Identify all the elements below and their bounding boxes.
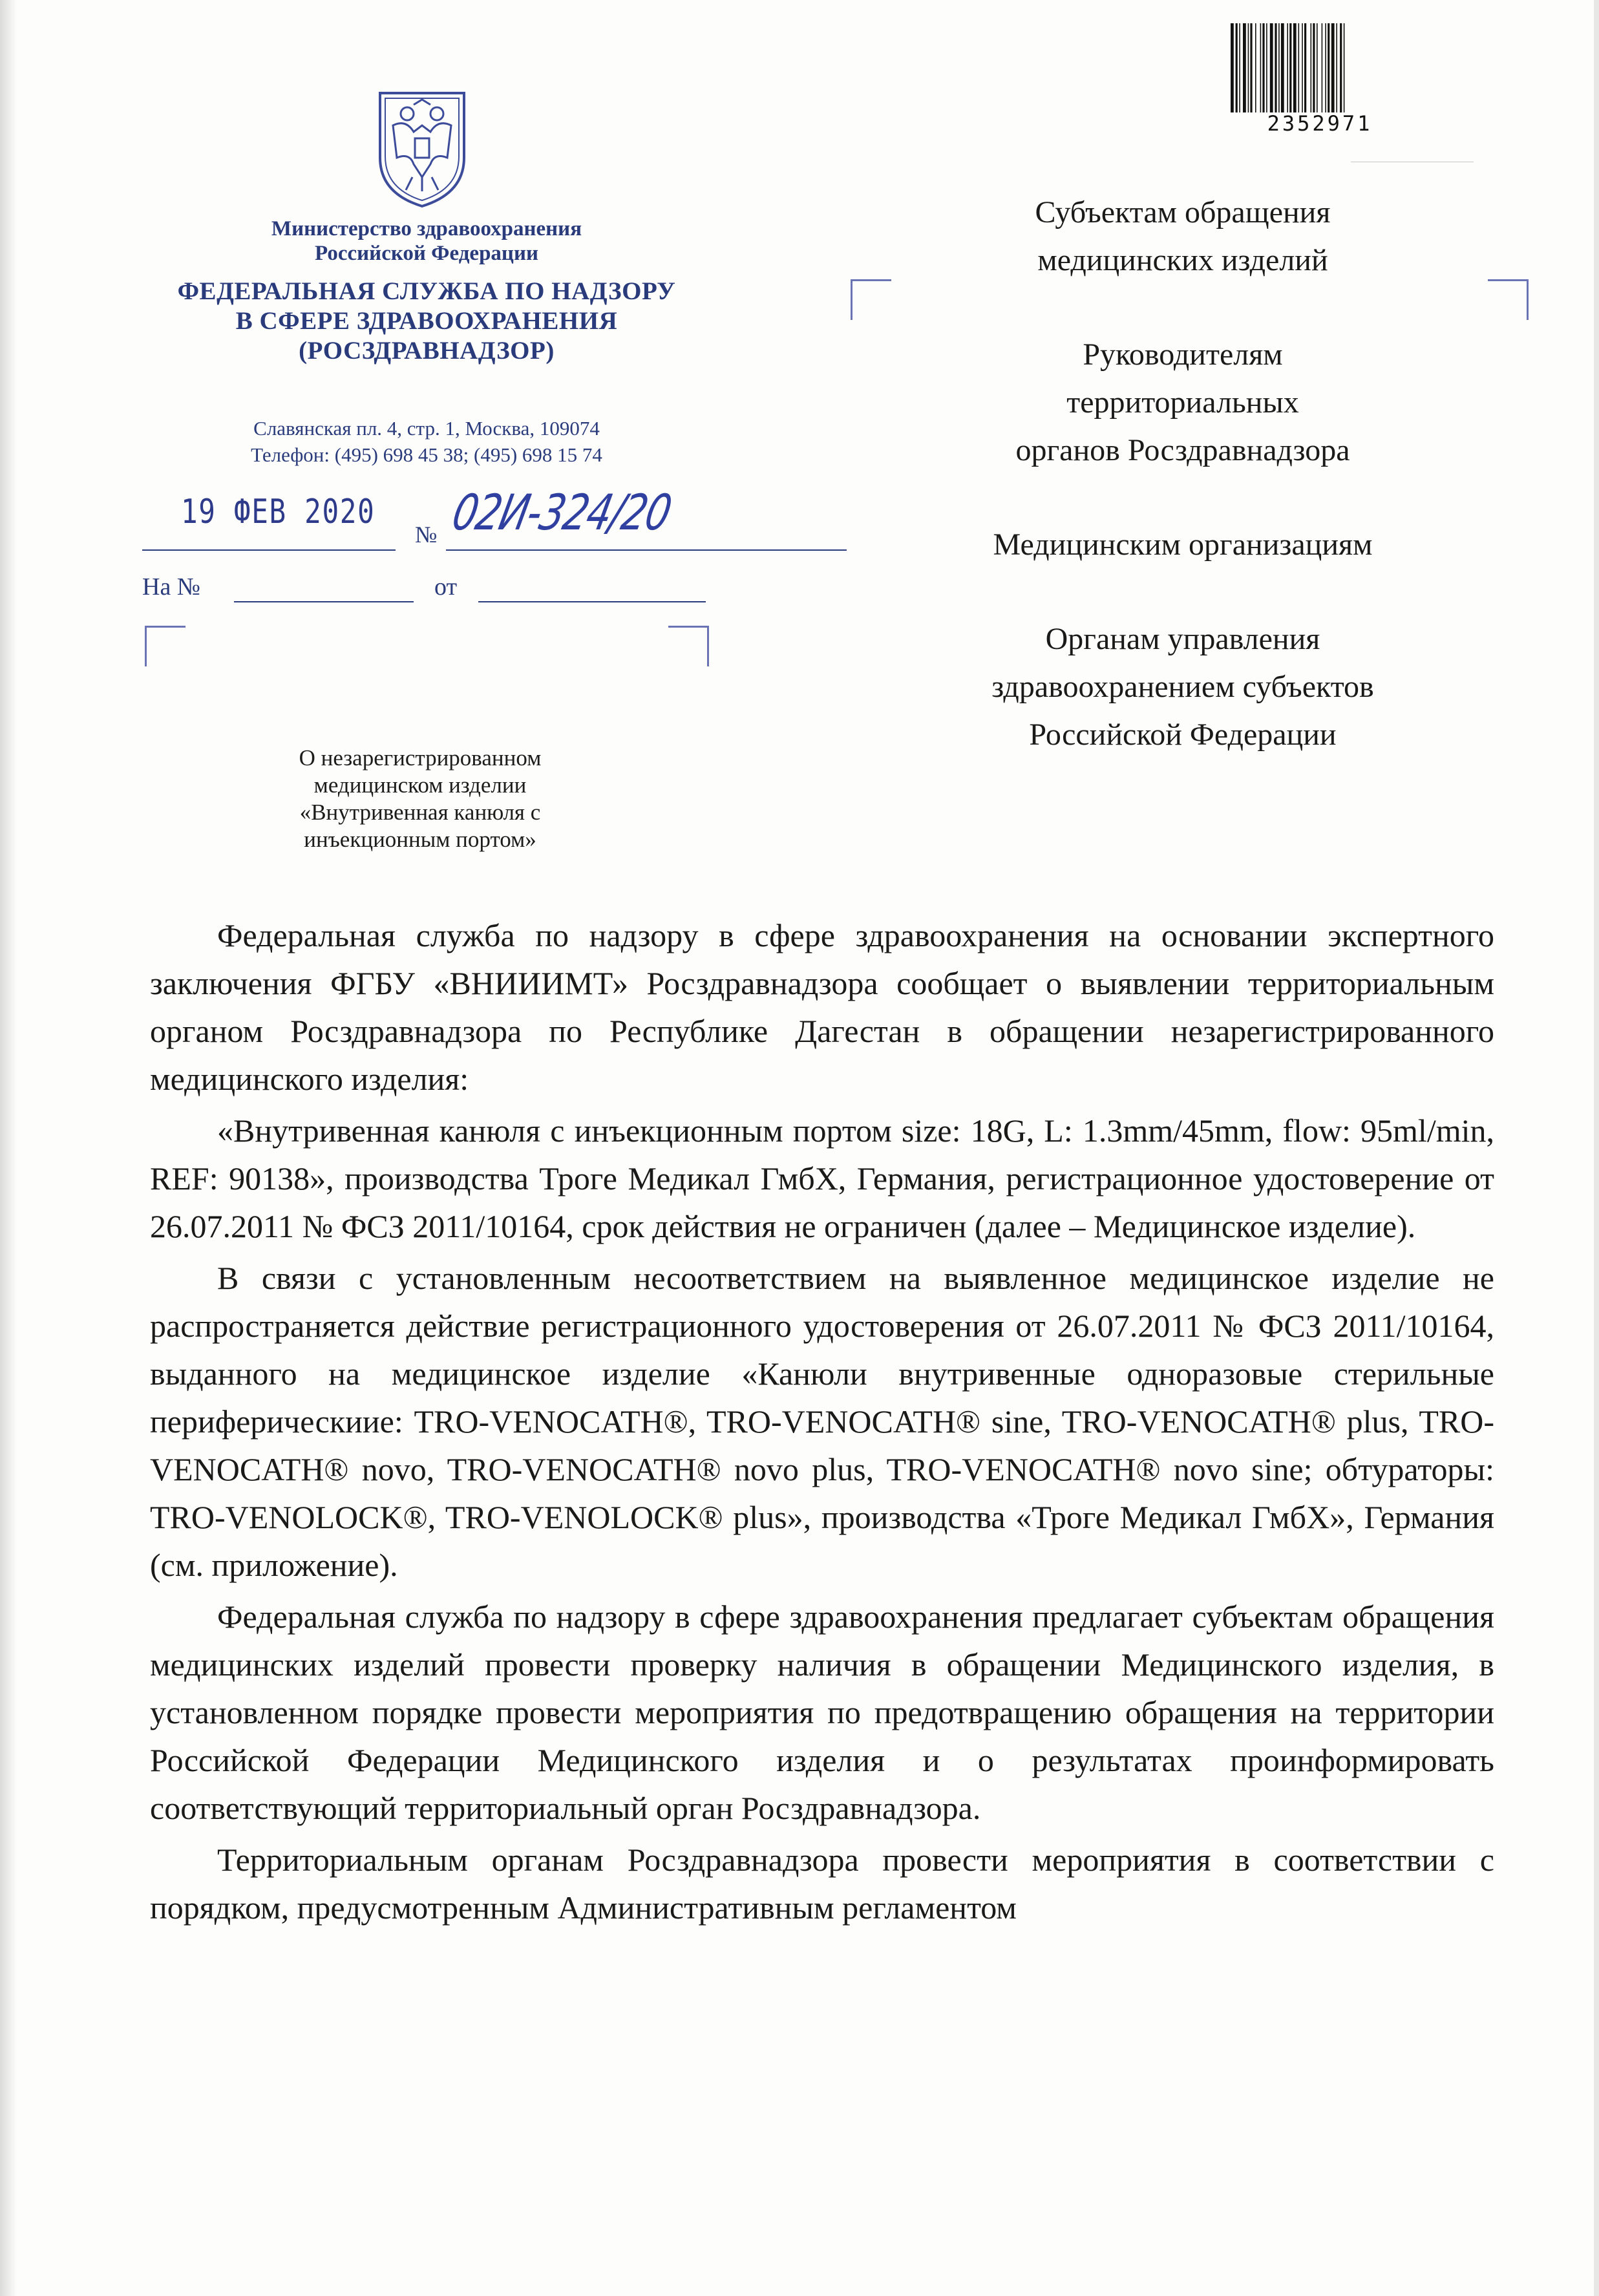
addressee-line: Органам управления bbox=[1045, 622, 1320, 656]
reference-from: от bbox=[434, 573, 458, 601]
barcode-bar bbox=[1344, 23, 1345, 112]
body-paragraph: Федеральная служба по надзору в сфере здравоохранения предлагает субъектам обращения медицинских изделий провести проверку наличия в обращении Медицинского изделия, в установленном порядке провести мероприятия по предотвращению обращения на территории Российской Федерации Медицинского изделия и о результатах проинформировать соответствующий территориальный орган Росздравнадзора. bbox=[150, 1599, 1494, 1826]
barcode-bar bbox=[1270, 23, 1273, 112]
barcode-icon bbox=[1229, 23, 1410, 112]
barcode-bar bbox=[1289, 23, 1291, 112]
barcode-bar bbox=[1302, 23, 1303, 112]
date-number-row bbox=[142, 484, 711, 551]
service-line-3: (РОСЗДРАВНАДЗОР) bbox=[299, 337, 555, 365]
barcode-bar bbox=[1304, 23, 1306, 112]
reference-number-line bbox=[234, 601, 414, 602]
body-paragraph: В связи с установленным несоответствием на выявленное медицинское изделие не распространяется действие регистрационного удостоверения от 26.07.2011 № ФСЗ 2011/10164, выданного на медицинское изделие «Канюли внутривенные одноразовые стерильные периферическиие: TRO-VENOCATH®, TRO-VENOCATH® sine, TRO-VENOCATH® plus, TRO-VENOCATH® novo, TRO-VENOCATH® novo plus, TRO-VENOCATH® novo sine; обтураторы: TRO-VENOLOCK®, TRO-VENOLOCK® plus», производства «Троге Медикал ГмбХ», Германия (см. приложение). bbox=[150, 1260, 1494, 1583]
reference-date-line bbox=[478, 601, 706, 602]
addressee-line: Медицинским организациям bbox=[993, 527, 1373, 562]
number-underline bbox=[446, 549, 847, 551]
barcode-bar bbox=[1331, 23, 1335, 112]
barcode-bar bbox=[1298, 23, 1300, 112]
addressee-group bbox=[885, 615, 1480, 759]
ministry-line-2: Российской Федерации bbox=[315, 242, 538, 265]
barcode-bar bbox=[1243, 23, 1246, 112]
letter-subject bbox=[252, 745, 588, 853]
barcode-bar bbox=[1336, 23, 1337, 112]
body-paragraph: «Внутривенная канюля с инъекционным портом size: 18G, L: 1.3mm/45mm, flow: 95ml/min, REF: 90138», производства Троге Медикал ГмбХ, Германия, регистрационное удостоверение от 26.07.2011 № ФСЗ 2011/10164, срок действия не ограничен (далее – Медицинское изделие). bbox=[150, 1112, 1494, 1244]
barcode-bar bbox=[1236, 23, 1238, 112]
corner-mark bbox=[668, 626, 709, 666]
subject-line: О незарегистрированном bbox=[299, 745, 542, 771]
addressee-line: Российской Федерации bbox=[1029, 717, 1337, 752]
letter-body bbox=[150, 911, 1494, 1931]
phone-line: Телефон: (495) 698 45 38; (495) 698 15 74 bbox=[251, 443, 602, 466]
corner-mark bbox=[145, 626, 185, 666]
barcode-bar bbox=[1313, 23, 1315, 112]
ministry-name bbox=[142, 217, 711, 266]
address-line: Славянская пл. 4, стр. 1, Москва, 109074 bbox=[253, 417, 600, 440]
date-underline bbox=[142, 549, 396, 551]
barcode-bar bbox=[1231, 23, 1234, 112]
sender-address bbox=[142, 415, 711, 468]
barcode-bar bbox=[1293, 23, 1297, 112]
barcode-bar bbox=[1239, 23, 1240, 112]
barcode-bar bbox=[1248, 23, 1249, 112]
barcode-bar bbox=[1325, 23, 1326, 112]
subject-line: инъекционным портом» bbox=[304, 827, 536, 852]
barcode-bar bbox=[1255, 23, 1256, 112]
service-line-1: ФЕДЕРАЛЬНАЯ СЛУЖБА ПО НАДЗОРУ bbox=[177, 277, 676, 305]
corner-mark bbox=[1488, 279, 1529, 320]
subject-line: «Внутривенная канюля с bbox=[299, 800, 541, 825]
barcode-bar bbox=[1328, 23, 1329, 112]
reference-row bbox=[142, 573, 724, 605]
number-sign: № bbox=[415, 522, 438, 547]
barcode-bar bbox=[1340, 23, 1342, 112]
barcode-bar bbox=[1311, 23, 1312, 112]
barcode-bar bbox=[1275, 23, 1276, 112]
barcode-bar bbox=[1250, 23, 1252, 112]
addressees bbox=[885, 189, 1480, 805]
coat-of-arms-icon bbox=[367, 80, 477, 209]
subject-line: медицинском изделии bbox=[313, 772, 527, 798]
barcode-bar bbox=[1278, 23, 1280, 112]
barcode-bar bbox=[1260, 23, 1262, 112]
ministry-line-1: Министерство здравоохранения bbox=[271, 217, 582, 240]
service-line-2: В СФЕРЕ ЗДРАВООХРАНЕНИЯ bbox=[235, 307, 618, 335]
barcode-bar bbox=[1287, 23, 1288, 112]
date-stamp: 19 ФЕВ 2020 bbox=[181, 493, 376, 531]
reference-prefix: На № bbox=[142, 573, 201, 601]
addressee-line: здравоохранением субъектов bbox=[991, 670, 1374, 704]
registration-number: 02И-324/20 bbox=[447, 484, 676, 541]
barcode-number: 2352971 bbox=[1267, 111, 1373, 136]
barcode-bar bbox=[1322, 23, 1323, 112]
barcode-bar bbox=[1281, 23, 1284, 112]
addressee-group bbox=[885, 331, 1480, 474]
addressee-group bbox=[885, 521, 1480, 569]
barcode-bar bbox=[1266, 23, 1267, 112]
scan-edge-shadow bbox=[0, 0, 17, 2296]
barcode-bar bbox=[1262, 23, 1264, 112]
service-name bbox=[129, 277, 724, 366]
scan-edge-shadow-right bbox=[1594, 0, 1599, 2296]
addressee-group bbox=[885, 189, 1480, 284]
barcode-bar bbox=[1317, 23, 1318, 112]
addressee-line: медицинских изделий bbox=[1037, 243, 1328, 277]
addressee-line: Субъектам обращения bbox=[1035, 195, 1331, 229]
body-paragraph: Федеральная служба по надзору в сфере здравоохранения на основании экспертного заключения ФГБУ «ВНИИИМТ» Росздравнадзора сообщает о выявлении территориальным органом Росздравнадзора по Республике Дагестан в обращении незарегистрированного медицинского изделия: bbox=[150, 917, 1494, 1097]
addressee-line: органов Росздравнадзора bbox=[1015, 433, 1350, 467]
addressee-line: Руководителям bbox=[1083, 337, 1283, 372]
addressee-line: территориальных bbox=[1066, 385, 1299, 420]
body-paragraph: Территориальным органам Росздравнадзора провести мероприятия в соответствии с порядком, предусмотренным Административным регламентом bbox=[150, 1842, 1494, 1926]
